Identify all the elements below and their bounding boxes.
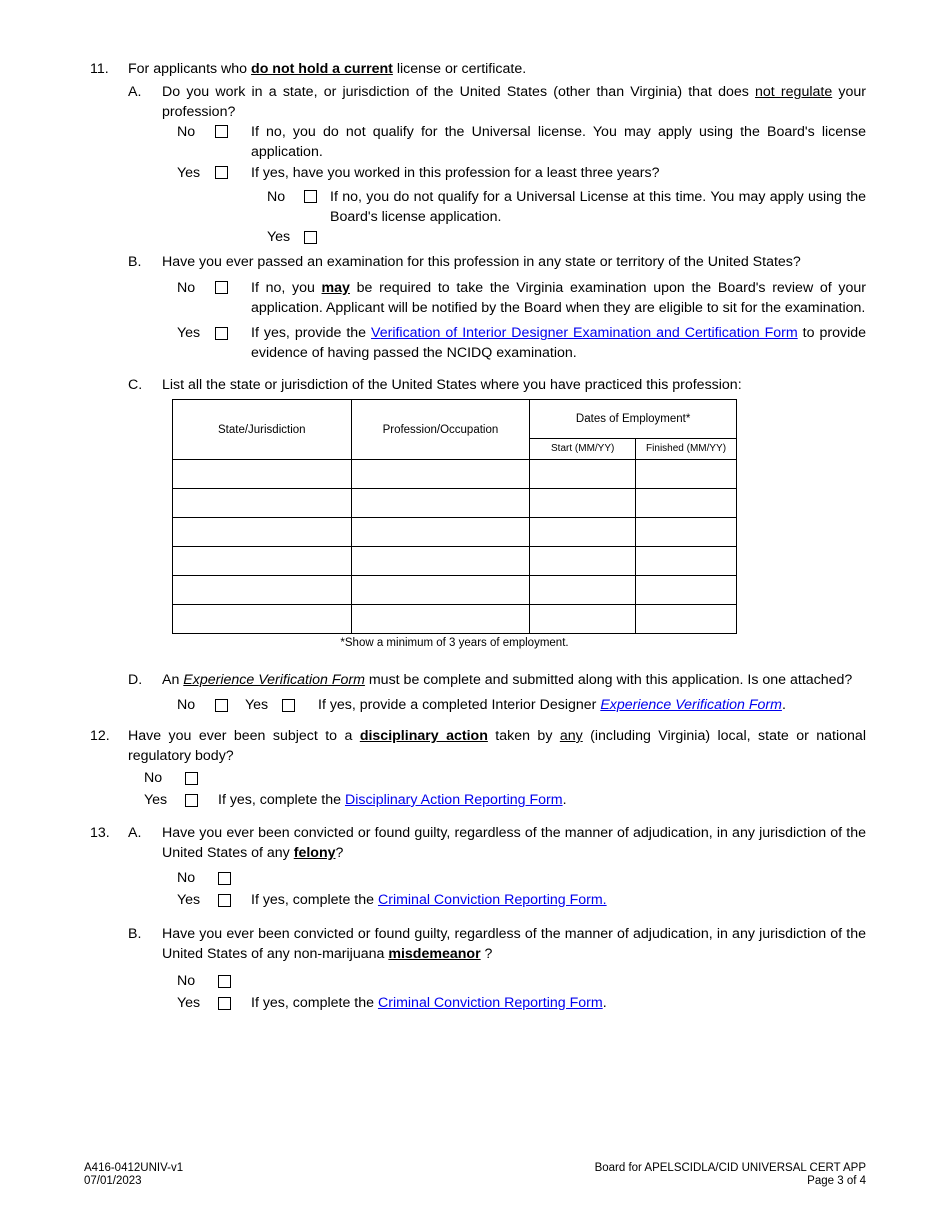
q13b-yes-label: Yes (177, 995, 201, 1011)
q13a-yes-checkbox[interactable] (218, 894, 231, 907)
q11a-sub-yes-label: Yes (267, 229, 291, 245)
q11c-letter: C. (128, 377, 143, 393)
experience-form-ref: Experience Verification Form (183, 672, 365, 688)
q13-number: 13. (90, 825, 110, 841)
experience-verification-form-link[interactable]: Experience Verification Form (600, 697, 782, 713)
start-cell[interactable] (530, 489, 636, 518)
start-cell[interactable] (530, 605, 636, 634)
footer-right (595, 1162, 866, 1188)
board-name: Board for APELSCIDLA/CID UNIVERSAL CERT APP (594, 1162, 866, 1174)
q11a-yes-checkbox[interactable] (215, 166, 228, 179)
state-cell[interactable] (173, 576, 352, 605)
finished-cell[interactable] (636, 460, 737, 489)
col-header-start: Start (MM/YY) (530, 439, 636, 460)
profession-cell[interactable] (351, 489, 530, 518)
q11d-yes-checkbox[interactable] (282, 699, 295, 712)
profession-cell[interactable] (351, 518, 530, 547)
q11b-no-label: No (177, 280, 196, 296)
page-number: Page 3 of 4 (807, 1175, 866, 1187)
q13b-yes-checkbox[interactable] (218, 997, 231, 1010)
q13b-letter: B. (128, 926, 142, 942)
profession-cell[interactable] (351, 576, 530, 605)
q12-yes-checkbox[interactable] (185, 794, 198, 807)
q11a-question: Do you work in a state, or jurisdiction of the United States (other than Virginia) that does not regulate your profession? (162, 84, 867, 120)
q12-number: 12. (90, 728, 110, 744)
start-cell[interactable] (530, 460, 636, 489)
q11d-yes-label: Yes (245, 697, 269, 713)
col-header-finished: Finished (MM/YY) (636, 439, 737, 460)
start-cell[interactable] (530, 518, 636, 547)
q12-no-checkbox[interactable] (185, 772, 198, 785)
finished-cell[interactable] (636, 518, 737, 547)
col-header-dates: Dates of Employment* (530, 400, 737, 439)
table-row (173, 547, 737, 576)
q11a-yes-label: Yes (177, 165, 201, 181)
q13a-letter: A. (128, 825, 142, 841)
col-header-profession: Profession/Occupation (351, 400, 530, 460)
q11a-sub-no-text: If no, you do not qualify for a Universal License at this time. You may apply using the Board's license application. (330, 189, 866, 225)
verification-exam-form-link[interactable]: Verification of Interior Designer Examination and Certification Form (371, 325, 798, 341)
table-row (173, 489, 737, 518)
finished-cell[interactable] (636, 605, 737, 634)
q11b-yes-text: If yes, provide the Verification of Interior Designer Examination and Certification Form to provide evidence of having passed the NCIDQ examination. (251, 325, 866, 361)
q13a-question: Have you ever been convicted or found guilty, regardless of the manner of adjudication, in any jurisdiction of the United States of any felony? (162, 825, 866, 861)
q11d-question: An Experience Verification Form must be complete and submitted along with this application. Is one attached? (162, 672, 853, 688)
profession-cell[interactable] (351, 547, 530, 576)
q13b-no-label: No (177, 973, 196, 989)
q11-intro: For applicants who do not hold a current license or certificate. (128, 61, 527, 77)
q13a-no-label: No (177, 870, 196, 886)
start-cell[interactable] (530, 547, 636, 576)
q11a-letter: A. (128, 84, 142, 100)
q11a-no-checkbox[interactable] (215, 125, 228, 138)
q12-yes-label: Yes (144, 792, 168, 808)
profession-cell[interactable] (351, 605, 530, 634)
table-row (173, 576, 737, 605)
q12-no-label: No (144, 770, 163, 786)
table-note: *Show a minimum of 3 years of employment. (340, 637, 569, 649)
q11a-no-label: No (177, 124, 196, 140)
q13b-yes-text: If yes, complete the Criminal Conviction Reporting Form. (251, 995, 607, 1011)
q13b-question: Have you ever been convicted or found guilty, regardless of the manner of adjudication, in any jurisdiction of the United States of any non-marijuana misdemeanor ? (162, 926, 866, 962)
q11b-no-checkbox[interactable] (215, 281, 228, 294)
start-cell[interactable] (530, 576, 636, 605)
employment-table (172, 399, 737, 634)
state-cell[interactable] (173, 547, 352, 576)
q11b-question: Have you ever passed an examination for this profession in any state or territory of the United States? (162, 254, 801, 270)
form-date: 07/01/2023 (84, 1175, 142, 1187)
q11a-no-text: If no, you do not qualify for the Universal license. You may apply using the Board's license application. (251, 124, 866, 160)
criminal-form-link-a[interactable]: Criminal Conviction Reporting Form. (377, 892, 607, 908)
footer-left (84, 1162, 183, 1188)
col-header-state: State/Jurisdiction (173, 400, 352, 460)
q11b-letter: B. (128, 254, 142, 270)
finished-cell[interactable] (636, 576, 737, 605)
q13a-yes-text: If yes, complete the Criminal Conviction Reporting Form. (251, 892, 607, 908)
table-row (173, 605, 737, 634)
form-id: A416-0412UNIV-v1 (84, 1162, 184, 1174)
q12-yes-text: If yes, complete the Disciplinary Action Reporting Form. (218, 792, 567, 808)
state-cell[interactable] (173, 460, 352, 489)
q13a-no-checkbox[interactable] (218, 872, 231, 885)
q13b-no-checkbox[interactable] (218, 975, 231, 988)
q11c-question: List all the state or jurisdiction of the United States where you have practiced this profession: (162, 377, 742, 393)
finished-cell[interactable] (636, 547, 737, 576)
table-row (173, 460, 737, 489)
q11d-no-checkbox[interactable] (215, 699, 228, 712)
q11d-yes-text: If yes, provide a completed Interior Designer Experience Verification Form. (318, 697, 786, 713)
q13a-yes-label: Yes (177, 892, 201, 908)
finished-cell[interactable] (636, 489, 737, 518)
q11b-yes-label: Yes (177, 325, 201, 341)
q11b-yes-checkbox[interactable] (215, 327, 228, 340)
disciplinary-form-link[interactable]: Disciplinary Action Reporting Form (344, 792, 563, 808)
q11a-sub-no-label: No (267, 189, 286, 205)
q11a-yes-text: If yes, have you worked in this profession for a least three years? (251, 165, 660, 181)
q11b-no-text: If no, you may be required to take the Virginia examination upon the Board's review of your application. Applicant will be notified by the Board when they are eligible to sit for the examination. (251, 280, 866, 316)
q11a-sub-yes-checkbox[interactable] (304, 231, 317, 244)
state-cell[interactable] (173, 489, 352, 518)
profession-cell[interactable] (351, 460, 530, 489)
q11a-sub-no-checkbox[interactable] (304, 190, 317, 203)
table-row (173, 518, 737, 547)
criminal-form-link-b[interactable]: Criminal Conviction Reporting Form (377, 995, 603, 1011)
q11d-letter: D. (128, 672, 143, 688)
state-cell[interactable] (173, 518, 352, 547)
q11d-no-label: No (177, 697, 196, 713)
state-cell[interactable] (173, 605, 352, 634)
q11-number: 11. (90, 61, 109, 77)
q12-question: Have you ever been subject to a disciplinary action taken by any (including Virginia) local, state or national regulatory body? (128, 728, 866, 764)
